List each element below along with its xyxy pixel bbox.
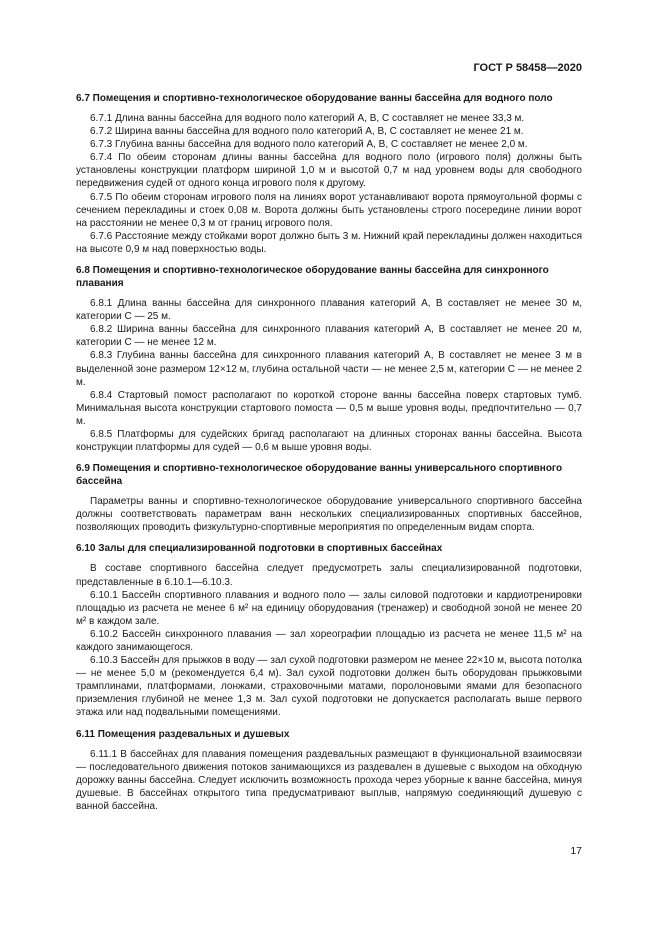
paragraph: 6.10.2 Бассейн синхронного плавания — зал хореографии площадью из расчета не менее 11,5 м² на каждого занимающегося. [76,628,582,653]
paragraph: 6.8.5 Платформы для судейских бригад располагают на длинных сторонах ванны бассейна. Высота конструкции платформы для судей — 0,6 м выше уровня воды. [76,428,582,454]
section-6-8 [76,264,582,454]
paragraph: 6.11.1 В бассейнах для плавания помещения раздевальных размещают в функциональной взаимосвязи — последовательного движения потоков занимающихся из раздевален в душевые с выходом на обходную дорожку ванны бассейна. Следует исключить возможность прохода через уборные к ванне бассейна, минуя душевые. В бассейнах открытого типа предусматривают выплыв, напрямую соединяющий душевую с ванной бассейна. [76,748,582,812]
section-heading: 6.8 Помещения и спортивно-технологическое оборудование ванны бассейна для синхронного плавания [76,265,549,290]
paragraph: 6.8.1 Длина ванны бассейна для синхронного плавания категорий А, В составляет не менее 30 м, категории С — 25 м. [76,298,582,323]
document-code: ГОСТ Р 58458—2020 [473,62,582,74]
section-heading: 6.9 Помещения и спортивно-технологическое оборудование ванны универсального спортивного бассейна [76,463,563,488]
document-body [76,92,582,821]
paragraph: 6.8.3 Глубина ванны бассейна для синхронного плавания категорий А, В составляет не менее 3 м в выделенной зоне размером 12×12 м, глубина остальной части — не менее 2,5 м, категории С — не менее 2 м. [76,350,582,388]
paragraph: 6.7.3 Глубина ванны бассейна для водного поло категорий А, В, С составляет не менее 2,0 м. [90,139,528,151]
section-6-7 [76,92,582,256]
paragraph: 6.7.2 Ширина ванны бассейна для водного поло категорий А, В, С составляет не менее 21 м. [90,126,524,138]
paragraph: 6.7.5 По обеим сторонам игрового поля на линиях ворот устанавливают ворота прямоугольной формы с сечением перекладины и стоек 0,08 м. Ворота должны быть установлены строго посередине линии ворот на расстоянии не менее 0,3 м от границ игрового поля. [76,191,582,229]
section-6-9 [76,462,582,534]
paragraph: 6.8.4 Стартовый помост располагают по короткой стороне ванны бассейна поверх стартовых тумб. Минимальная высота конструкции стартового помоста — 0,5 м выше уровня воды, предпочтительно — 0,7 м. [76,389,582,427]
paragraph: 6.8.2 Ширина ванны бассейна для синхронного плавания категорий А, В составляет не менее 20 м, категории С — не менее 12 м. [76,324,582,349]
paragraph: 6.7.1 Длина ванны бассейна для водного поло категорий А, В, С составляет не менее 33,3 м. [90,113,525,124]
section-6-10 [76,542,582,719]
paragraph: Параметры ванны и спортивно-технологическое оборудование универсального спортивного бассейна должны соответствовать параметрам ванн нескольких специализированных спортивных бассейнов, позволяющих проводить физкультурно-спортивные мероприятия по определенным видам спорта. [76,496,582,534]
section-6-11 [76,728,582,813]
paragraph: В составе спортивного бассейна следует предусмотреть залы специализированной подготовки, представленные в 6.10.1—6.10.3. [76,563,582,588]
paragraph: 6.7.6 Расстояние между стойками ворот должно быть 3 м. Нижний край перекладины должен находиться на высоте 0,9 м над поверхностью воды. [76,230,582,255]
paragraph: 6.10.1 Бассейн спортивного плавания и водного поло — залы силовой подготовки и кардиотренировки площадью из расчета не менее 6 м² на единицу оборудования (тренажер) и свободной зоной не менее 20 м² в каждом зале. [76,589,582,627]
section-heading: 6.10 Залы для специализированной подготовки в спортивных бассейнах [76,543,443,555]
section-heading: 6.11 Помещения раздевальных и душевых [76,728,290,740]
paragraph: 6.10.3 Бассейн для прыжков в воду — зал сухой подготовки размером не менее 22×10 м, высота потолка — не менее 5,0 м (рекомендуется 6,4 м). Зал сухой подготовки должен быть оборудован прыжковыми трамплинами, платформами, лонжами, страховочными матами, поролоновыми ямами для безопасного приземления глубиной не менее 1,3 м. Зал сухой подготовки не допускается располагать выше первого этажа или над подвальными помещениями. [76,655,582,719]
section-heading: 6.7 Помещения и спортивно-технологическое оборудование ванны бассейна для водного поло [76,93,553,104]
page-number: 17 [570,845,582,857]
paragraph: 6.7.4 По обеим сторонам длины ванны бассейна для водного поло (игрового поля) должны быть установлены конструкции платформ шириной 1,0 м и высотой 0,7 м над уровнем воды для свободного передвижения судей от одного конца игрового поля к другому. [76,152,582,190]
